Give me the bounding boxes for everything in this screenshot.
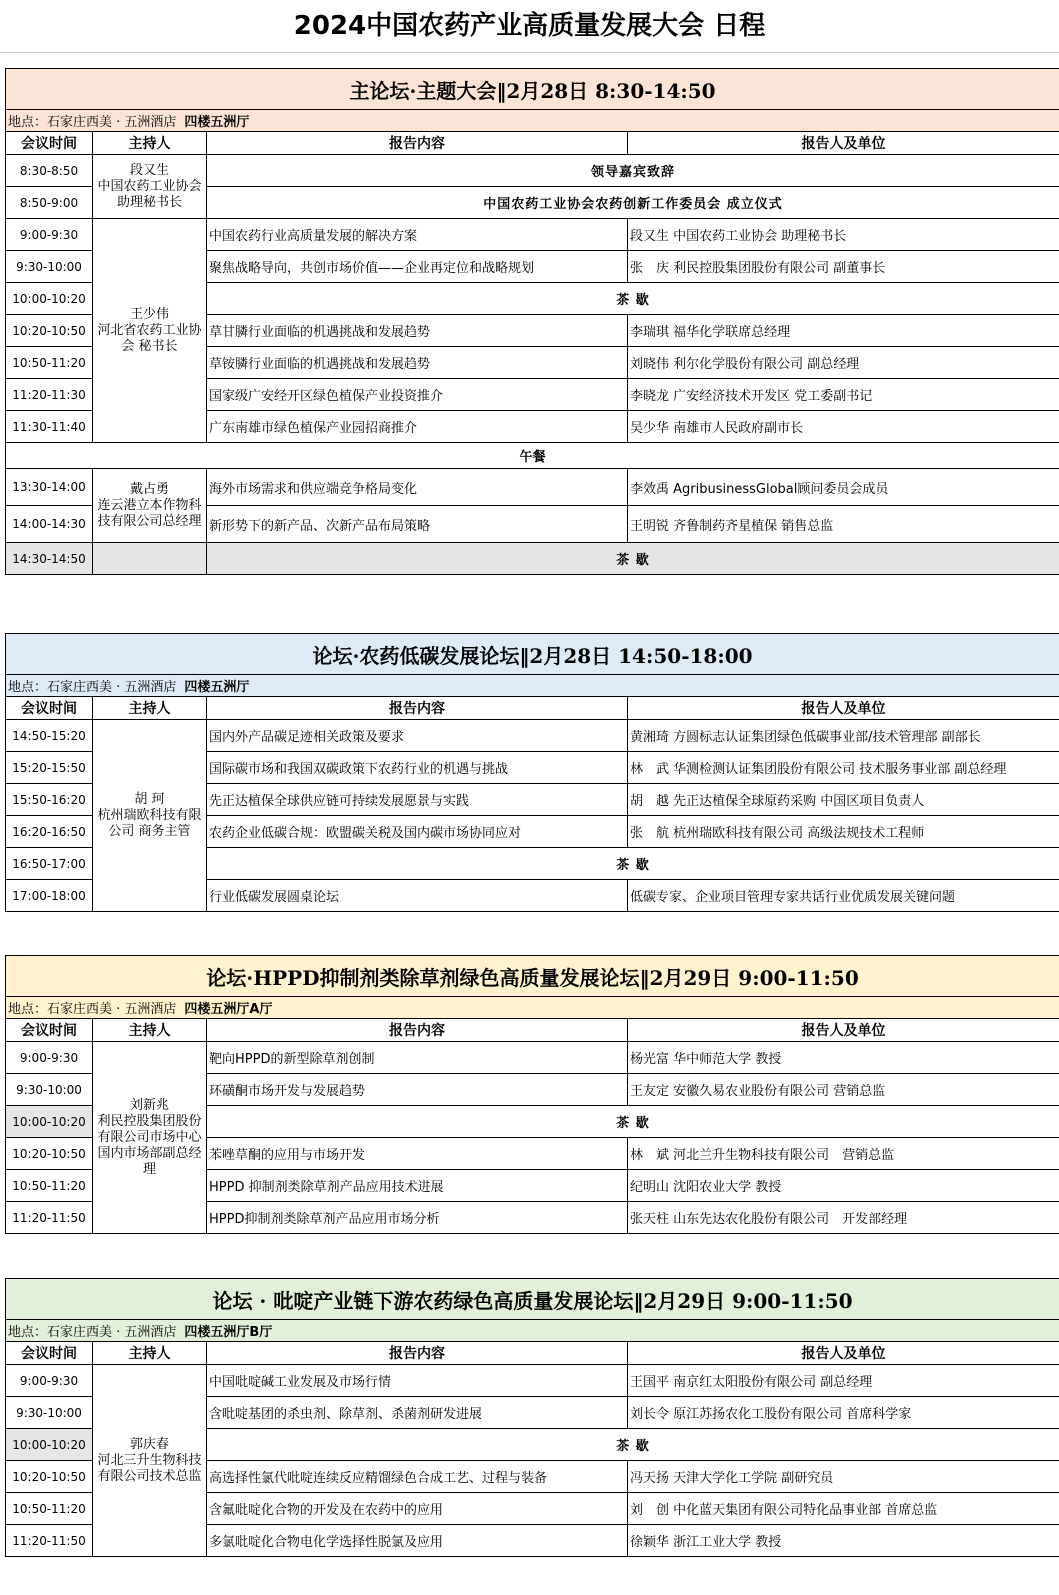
table-row bbox=[6, 1365, 1059, 1397]
header-topic: 报告内容 bbox=[207, 1342, 628, 1365]
header-host: 主持人 bbox=[93, 132, 207, 155]
location-row bbox=[6, 675, 1059, 697]
session-topic: 含氟吡啶化合物的开发及在农药中的应用 bbox=[207, 1493, 628, 1525]
session-speaker: 张 庆 利民控股集团股份有限公司 副董事长 bbox=[628, 251, 1059, 283]
session-time: 9:00-9:30 bbox=[6, 1042, 93, 1074]
session-speaker: 林 斌 河北兰升生物科技有限公司 营销总监 bbox=[628, 1138, 1059, 1170]
header-host: 主持人 bbox=[93, 1019, 207, 1042]
hall-name: 四楼五洲厅A厅 bbox=[184, 1002, 273, 1017]
tea-break: 茶 歇 bbox=[207, 543, 1059, 575]
session-topic: 含吡啶基团的杀虫剂、除草剂、杀菌剂研发进展 bbox=[207, 1397, 628, 1429]
session-time: 16:20-16:50 bbox=[6, 816, 93, 848]
session-speaker: 王国平 南京红太阳股份有限公司 副总经理 bbox=[628, 1365, 1059, 1397]
session-speaker: 李效禹 AgribusinessGlobal顾问委员会成员 bbox=[628, 469, 1059, 506]
session-time: 10:50-11:20 bbox=[6, 1170, 93, 1202]
session-host: 郭庆春 河北三升生物科技有限公司技术总监 bbox=[93, 1365, 207, 1557]
table-row bbox=[6, 219, 1059, 251]
session-host: 胡 珂 杭州瑞欧科技有限公司 商务主管 bbox=[93, 720, 207, 912]
tea-break: 茶 歇 bbox=[207, 1429, 1059, 1461]
location-text: 地点：石家庄西美 · 五洲酒店 bbox=[8, 1325, 177, 1340]
session-time: 11:20-11:50 bbox=[6, 1525, 93, 1557]
empty-host-cell bbox=[93, 543, 207, 575]
session-time: 13:30-14:00 bbox=[6, 469, 93, 506]
session-speaker: 冯天扬 天津大学化工学院 副研究员 bbox=[628, 1461, 1059, 1493]
session-time: 10:50-11:20 bbox=[6, 347, 93, 379]
header-time: 会议时间 bbox=[6, 132, 93, 155]
location-row bbox=[6, 110, 1059, 132]
session-time: 9:30-10:00 bbox=[6, 251, 93, 283]
location-text: 地点：石家庄西美 · 五洲酒店 bbox=[8, 1002, 177, 1017]
session-topic: 国家级广安经开区绿色植保产业投资推介 bbox=[207, 379, 628, 411]
session-time: 9:30-10:00 bbox=[6, 1074, 93, 1106]
session-time: 11:20-11:50 bbox=[6, 1202, 93, 1234]
session-host: 王少伟 河北省农药工业协会 秘书长 bbox=[93, 219, 207, 443]
header-speaker: 报告人及单位 bbox=[628, 1342, 1059, 1365]
session-time: 9:00-9:30 bbox=[6, 1365, 93, 1397]
session-speaker: 张 航 杭州瑞欧科技有限公司 高级法规技术工程师 bbox=[628, 816, 1059, 848]
header-time: 会议时间 bbox=[6, 697, 93, 720]
location-row bbox=[6, 997, 1059, 1019]
location-row bbox=[6, 1320, 1059, 1342]
session-speaker: 李晓龙 广安经济技术开发区 党工委副书记 bbox=[628, 379, 1059, 411]
session-time: 11:20-11:30 bbox=[6, 379, 93, 411]
session-speaker: 刘晓伟 利尔化学股份有限公司 副总经理 bbox=[628, 347, 1059, 379]
header-speaker: 报告人及单位 bbox=[628, 132, 1059, 155]
session-time: 14:50-15:20 bbox=[6, 720, 93, 752]
title-divider bbox=[0, 52, 1059, 53]
session-time: 10:00-10:20 bbox=[6, 1429, 93, 1461]
session-time: 15:20-15:50 bbox=[6, 752, 93, 784]
header-time: 会议时间 bbox=[6, 1019, 93, 1042]
header-topic: 报告内容 bbox=[207, 1019, 628, 1042]
lunch-row bbox=[6, 443, 1059, 469]
session-host: 戴占勇 连云港立本作物科技有限公司总经理 bbox=[93, 469, 207, 543]
session-speaker: 刘长令 原江苏扬农化工股份有限公司 首席科学家 bbox=[628, 1397, 1059, 1429]
session-topic: 环磺酮市场开发与发展趋势 bbox=[207, 1074, 628, 1106]
schedule-table-hppd bbox=[5, 955, 1059, 1234]
session-time: 11:30-11:40 bbox=[6, 411, 93, 443]
session-time: 16:50-17:00 bbox=[6, 848, 93, 880]
table-row bbox=[6, 720, 1059, 752]
session-topic: 海外市场需求和供应端竞争格局变化 bbox=[207, 469, 628, 506]
session-time: 8:30-8:50 bbox=[6, 155, 93, 187]
session-topic: HPPD 抑制剂类除草剂产品应用技术进展 bbox=[207, 1170, 628, 1202]
session-speaker: 王友定 安徽久易农业股份有限公司 营销总监 bbox=[628, 1074, 1059, 1106]
location-text: 地点：石家庄西美 · 五洲酒店 bbox=[8, 680, 177, 695]
session-speaker: 张天柱 山东先达农化股份有限公司 开发部经理 bbox=[628, 1202, 1059, 1234]
session-time: 17:00-18:00 bbox=[6, 880, 93, 912]
session-plenary: 中国农药工业协会农药创新工作委员会 成立仪式 bbox=[207, 187, 1059, 219]
header-speaker: 报告人及单位 bbox=[628, 697, 1059, 720]
section-pyridine bbox=[5, 1278, 1059, 1557]
session-time: 15:50-16:20 bbox=[6, 784, 93, 816]
session-time: 10:00-10:20 bbox=[6, 1106, 93, 1138]
session-time: 10:20-10:50 bbox=[6, 315, 93, 347]
section-banner: 论坛·农药低碳发展论坛‖2月28日 14:50-18:00 bbox=[6, 634, 1059, 675]
section-banner: 论坛·HPPD抑制剂类除草剂绿色高质量发展论坛‖2月29日 9:00-11:50 bbox=[6, 956, 1059, 997]
section-main-forum bbox=[5, 68, 1059, 575]
session-speaker: 王明锐 齐鲁制药齐星植保 销售总监 bbox=[628, 506, 1059, 543]
location-text: 地点：石家庄西美 · 五洲酒店 bbox=[8, 115, 177, 130]
section-hppd bbox=[5, 955, 1059, 1234]
tea-break: 茶 歇 bbox=[207, 1106, 1059, 1138]
section-banner: 主论坛·主题大会‖2月28日 8:30-14:50 bbox=[6, 69, 1059, 110]
session-topic: 国内外产品碳足迹相关政策及要求 bbox=[207, 720, 628, 752]
section-low-carbon bbox=[5, 633, 1059, 912]
header-speaker: 报告人及单位 bbox=[628, 1019, 1059, 1042]
session-speaker: 刘 创 中化蓝天集团有限公司特化品事业部 首席总监 bbox=[628, 1493, 1059, 1525]
hall-name: 四楼五洲厅B厅 bbox=[184, 1325, 273, 1340]
header-topic: 报告内容 bbox=[207, 132, 628, 155]
session-topic: 先正达植保全球供应链可持续发展愿景与实践 bbox=[207, 784, 628, 816]
session-speaker: 纪明山 沈阳农业大学 教授 bbox=[628, 1170, 1059, 1202]
session-speaker: 林 武 华测检测认证集团股份有限公司 技术服务事业部 副总经理 bbox=[628, 752, 1059, 784]
session-time: 14:30-14:50 bbox=[6, 543, 93, 575]
tea-break: 茶 歇 bbox=[207, 848, 1059, 880]
session-plenary: 领导嘉宾致辞 bbox=[207, 155, 1059, 187]
session-topic: 国际碳市场和我国双碳政策下农药行业的机遇与挑战 bbox=[207, 752, 628, 784]
session-speaker: 低碳专家、企业项目管理专家共话行业优质发展关键问题 bbox=[628, 880, 1059, 912]
tea-break: 茶 歇 bbox=[207, 283, 1059, 315]
page-title: 2024中国农药产业高质量发展大会 日程 bbox=[293, 11, 766, 41]
table-row bbox=[6, 469, 1059, 506]
session-topic: 靶向HPPD的新型除草剂创制 bbox=[207, 1042, 628, 1074]
session-time: 10:00-10:20 bbox=[6, 283, 93, 315]
session-topic: 聚焦战略导向，共创市场价值——企业再定位和战略规划 bbox=[207, 251, 628, 283]
hall-name: 四楼五洲厅 bbox=[184, 680, 250, 695]
session-host: 段又生 中国农药工业协会 助理秘书长 bbox=[93, 155, 207, 219]
session-time: 10:50-11:20 bbox=[6, 1493, 93, 1525]
session-topic: 中国吡啶碱工业发展及市场行情 bbox=[207, 1365, 628, 1397]
session-speaker: 李瑞琪 福华化学联席总经理 bbox=[628, 315, 1059, 347]
schedule-table-low-carbon bbox=[5, 633, 1059, 912]
session-host: 刘新兆 利民控股集团股份有限公司市场中心国内市场部副总经理 bbox=[93, 1042, 207, 1234]
session-time: 8:50-9:00 bbox=[6, 187, 93, 219]
lunch-break: 午餐 bbox=[6, 443, 1059, 469]
session-time: 10:20-10:50 bbox=[6, 1461, 93, 1493]
header-topic: 报告内容 bbox=[207, 697, 628, 720]
session-topic: 新形势下的新产品、次新产品布局策略 bbox=[207, 506, 628, 543]
table-row bbox=[6, 543, 1059, 575]
session-time: 9:30-10:00 bbox=[6, 1397, 93, 1429]
session-speaker: 黄湘琦 方圆标志认证集团绿色低碳事业部/技术管理部 副部长 bbox=[628, 720, 1059, 752]
table-row bbox=[6, 1042, 1059, 1074]
session-topic: 行业低碳发展圆桌论坛 bbox=[207, 880, 628, 912]
header-host: 主持人 bbox=[93, 1342, 207, 1365]
session-topic: 多氯吡啶化合物电化学选择性脱氯及应用 bbox=[207, 1525, 628, 1557]
session-topic: 广东南雄市绿色植保产业园招商推介 bbox=[207, 411, 628, 443]
session-speaker: 徐颖华 浙江工业大学 教授 bbox=[628, 1525, 1059, 1557]
header-time: 会议时间 bbox=[6, 1342, 93, 1365]
session-topic: 草甘膦行业面临的机遇挑战和发展趋势 bbox=[207, 315, 628, 347]
header-host: 主持人 bbox=[93, 697, 207, 720]
session-topic: HPPD抑制剂类除草剂产品应用市场分析 bbox=[207, 1202, 628, 1234]
section-banner: 论坛 · 吡啶产业链下游农药绿色高质量发展论坛‖2月29日 9:00-11:50 bbox=[6, 1279, 1059, 1320]
session-time: 10:20-10:50 bbox=[6, 1138, 93, 1170]
table-row bbox=[6, 155, 1059, 187]
session-speaker: 段又生 中国农药工业协会 助理秘书长 bbox=[628, 219, 1059, 251]
session-topic: 高选择性氯代吡啶连续反应精馏绿色合成工艺、过程与装备 bbox=[207, 1461, 628, 1493]
session-topic: 农药企业低碳合规：欧盟碳关税及国内碳市场协同应对 bbox=[207, 816, 628, 848]
session-speaker: 杨光富 华中师范大学 教授 bbox=[628, 1042, 1059, 1074]
session-speaker: 胡 越 先正达植保全球原药采购 中国区项目负责人 bbox=[628, 784, 1059, 816]
hall-name: 四楼五洲厅 bbox=[184, 115, 250, 130]
session-topic: 苯唑草酮的应用与市场开发 bbox=[207, 1138, 628, 1170]
session-speaker: 吴少华 南雄市人民政府副市长 bbox=[628, 411, 1059, 443]
session-topic: 中国农药行业高质量发展的解决方案 bbox=[207, 219, 628, 251]
schedule-table-main-forum bbox=[5, 68, 1059, 575]
session-topic: 草铵膦行业面临的机遇挑战和发展趋势 bbox=[207, 347, 628, 379]
session-time: 9:00-9:30 bbox=[6, 219, 93, 251]
schedule-table-pyridine bbox=[5, 1278, 1059, 1557]
session-time: 14:00-14:30 bbox=[6, 506, 93, 543]
